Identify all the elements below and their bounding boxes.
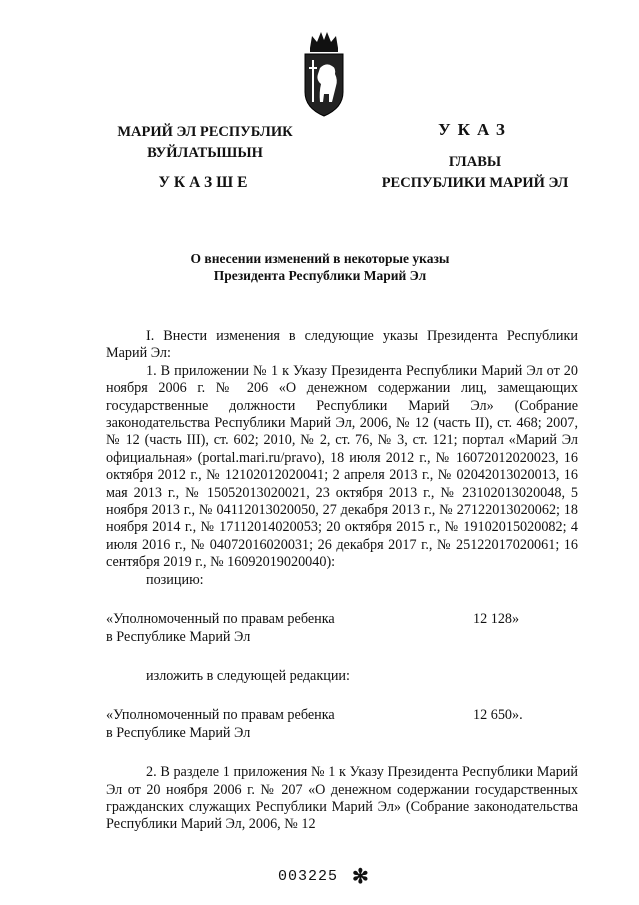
document-title-line1: О внесении изменений в некоторые указы (190, 251, 450, 266)
new-position-row (106, 707, 578, 742)
item2-paragraph: 2. В разделе 1 приложения № 1 к Указу Президента Республики Марий Эл от 20 ноября 2006 г. № 207 «О денежном содержании государственных гражданских служащих Республики Марий Эл» (Собрание законодательства Республики Марий Эл, 2006, № 12 (106, 764, 578, 833)
header-decree-title: УКАЗ (438, 120, 512, 139)
old-position-row (106, 611, 578, 646)
old-position-line2: в Республике Марий Эл (106, 628, 251, 645)
document-serial-number: 003225 (278, 868, 339, 885)
replace-label: изложить в следующей редакции: (146, 667, 350, 684)
coat-of-arms-emblem (302, 28, 346, 118)
new-position-line2: в Республике Марий Эл (106, 724, 251, 741)
document-body (106, 328, 578, 834)
header-republic-mari-name: МАРИЙ ЭЛ РЕСПУБЛИК (117, 124, 293, 140)
section1-intro: I. Внести изменения в следующие указы Президента Республики Марий Эл: (106, 328, 578, 362)
document-title-line2: Президента Республики Марий Эл (213, 268, 427, 283)
new-position-line1: «Уполномоченный по правам ребенка (106, 707, 335, 724)
old-position-line1: «Уполномоченный по правам ребенка (106, 611, 335, 628)
header-head-mari-name: ВУЙЛАТЫШЫН (147, 145, 263, 161)
new-salary-value: 12 650». (473, 707, 523, 724)
position-label: позицию: (146, 571, 204, 588)
header-republic-title: РЕСПУБЛИКИ МАРИЙ ЭЛ (381, 175, 569, 191)
header-decree-mari-name: УКАЗШЕ (158, 174, 252, 191)
item1-paragraph: 1. В приложении № 1 к Указу Президента Республики Марий Эл от 20 ноября 2006 г. № 206 «О денежном содержании лиц, замещающих государственные должности Республики Марий Эл» (Собрание законодательства Республики Марий Эл, 2006, № 12 (часть II), ст. 468; 2007, № 12 (часть III), ст. 602; 2010, № 2, ст. 76, № 3, ст. 121; портал «Марий Эл официальная» (portal.mari.ru/pravo), 18 июля 2012 г., № 16072012020023, 16 октября 2012 г., № 12102012020041; 2 апреля 2013 г., № 02042013020013, 16 мая 2013 г., № 15052013020021, 23 октября 2013 г., № 23102013020048, 5 ноября 2013 г., № 04112013020050, 27 декабря 2013 г., № 27122013020062; 18 ноября 2014 г., № 17112014020053; 20 октября 2015 г., № 19102015020082; 4 июля 2016 г., № 04072016020031; 26 декабря 2017 г., № 25122017020061; 16 сентября 2019 г., № 16092019020040): (106, 362, 578, 571)
old-salary-value: 12 128» (473, 611, 520, 628)
document-title (100, 250, 540, 284)
asterisk-mark: ✻ (352, 866, 369, 888)
header-head-title: ГЛАВЫ (448, 154, 502, 170)
